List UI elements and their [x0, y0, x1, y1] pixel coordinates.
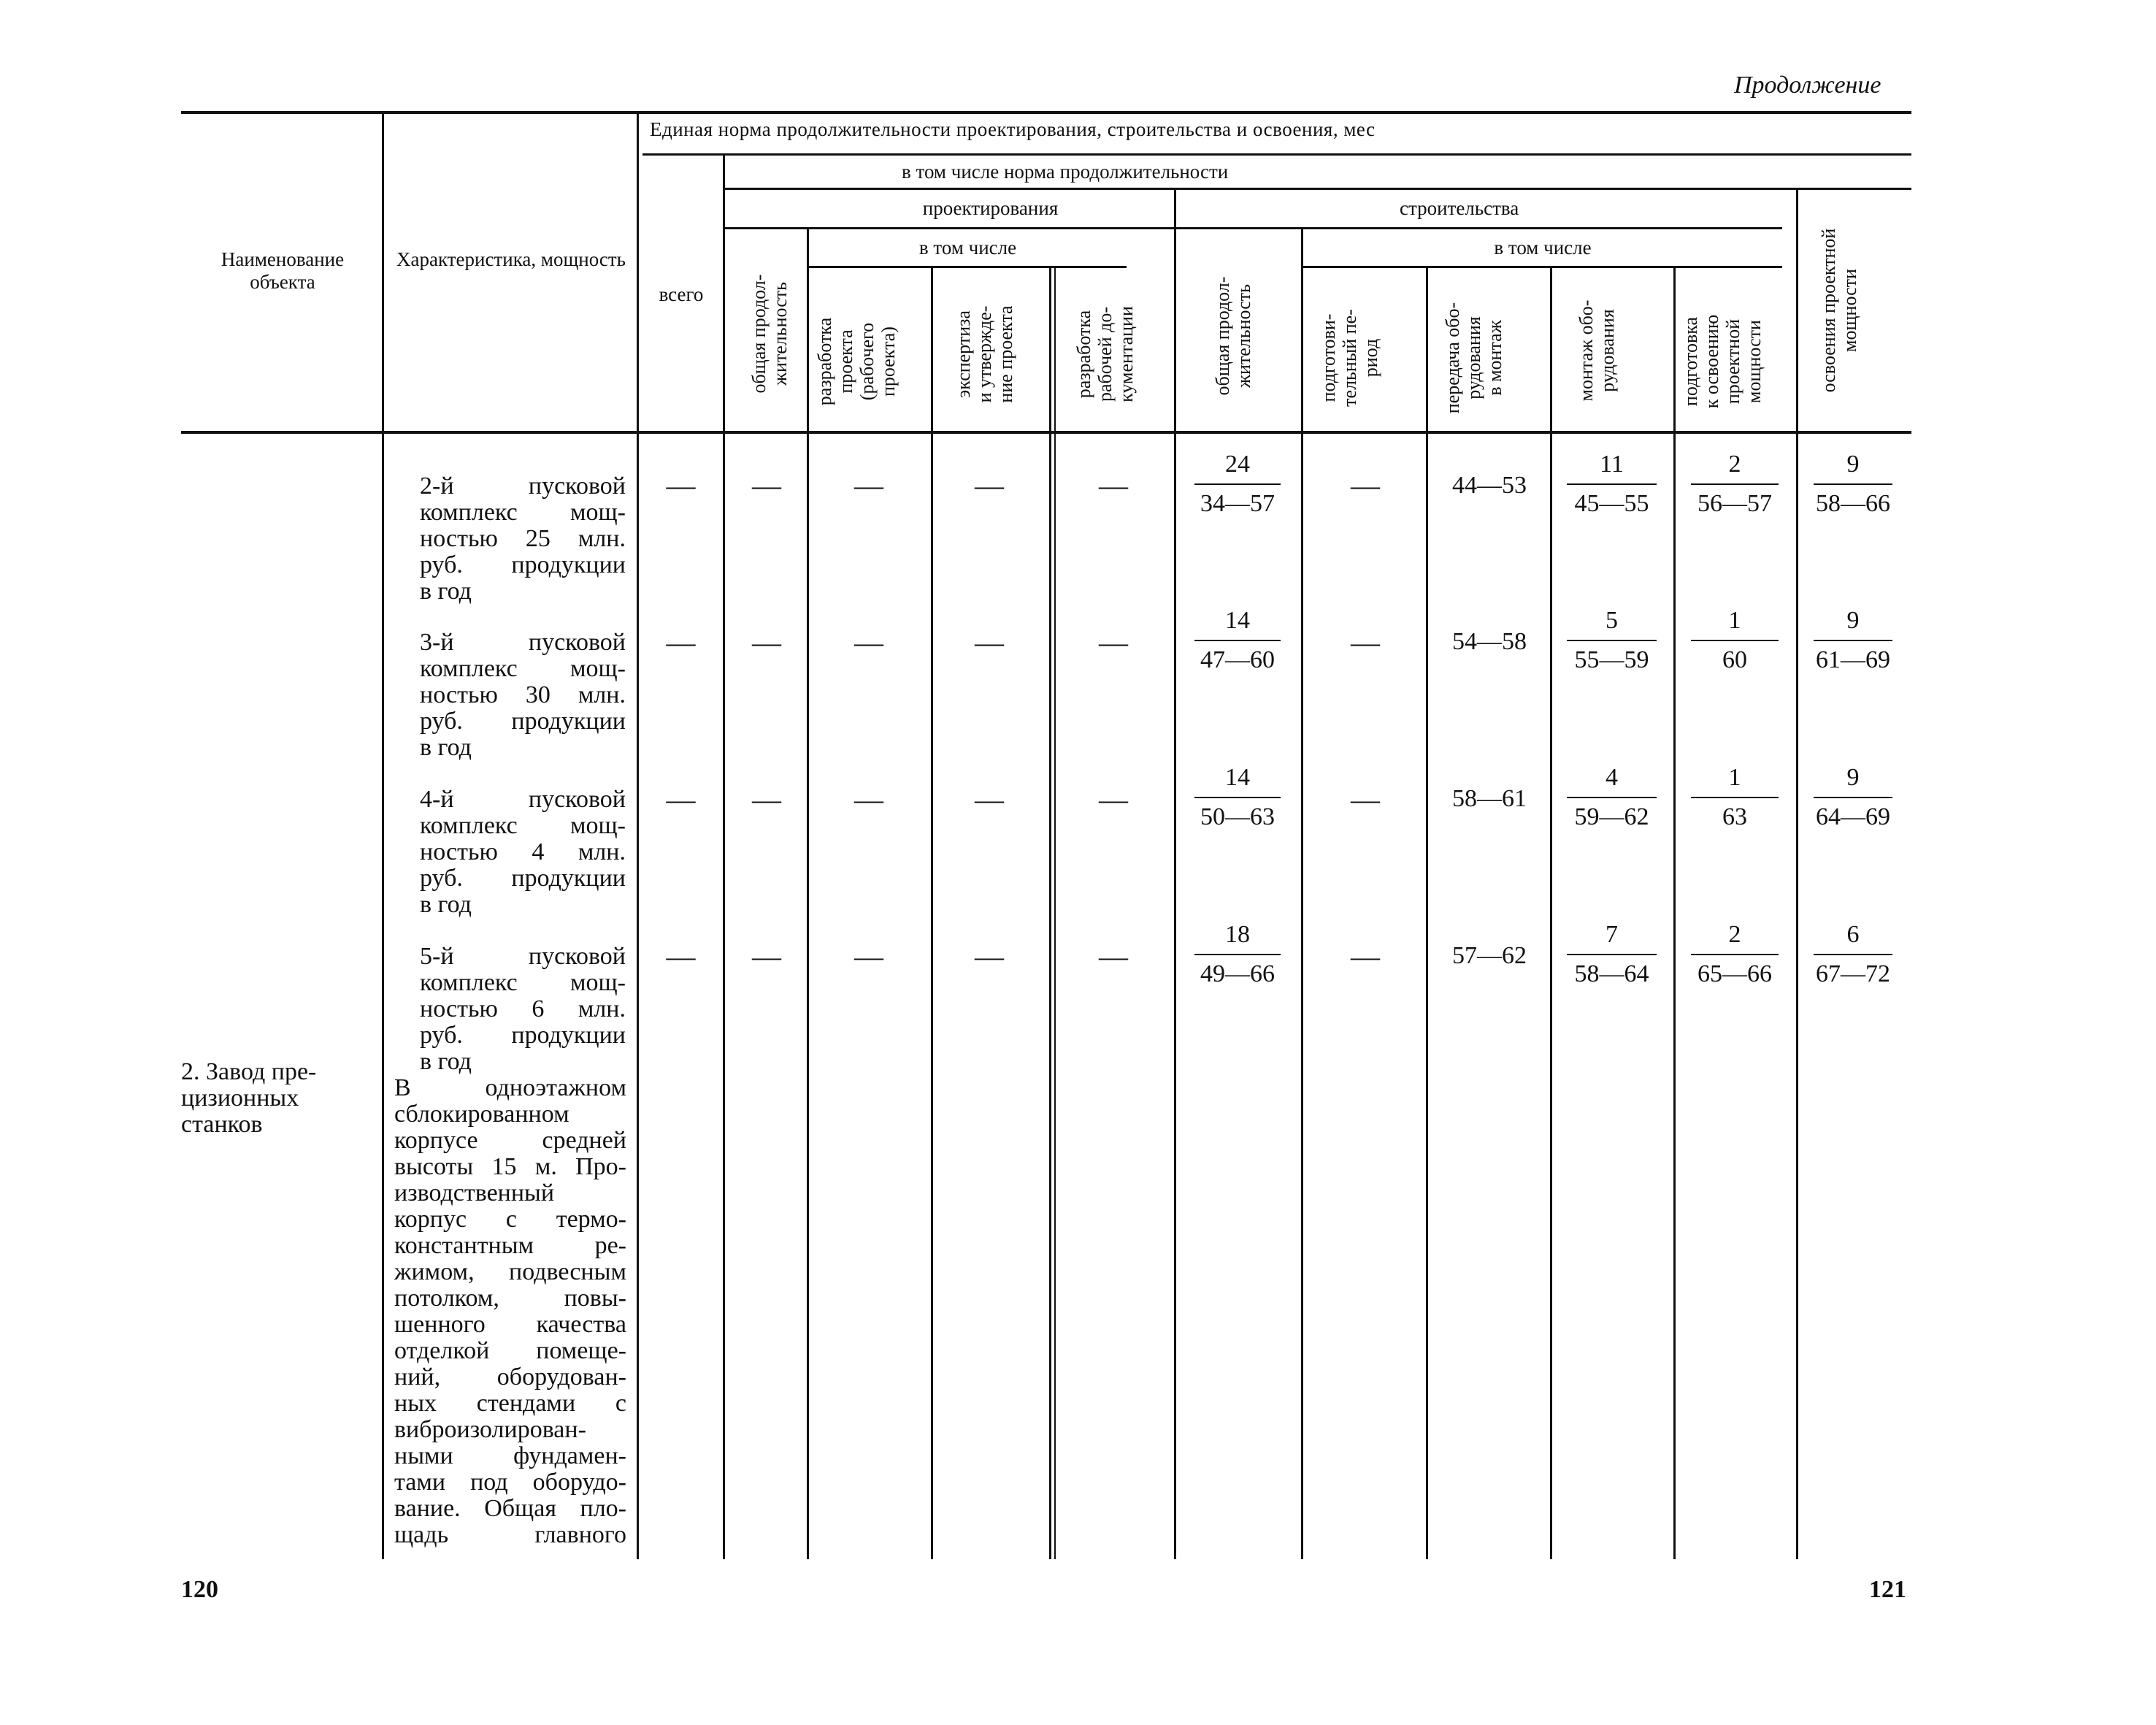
- fraction-numerator: 24: [1225, 451, 1250, 478]
- fraction-numerator: 6: [1846, 921, 1860, 948]
- construction-including-rule: [1303, 266, 1782, 268]
- fraction-numerator: 1: [1728, 764, 1741, 791]
- header-design-total: общая продол- жительность: [748, 274, 791, 394]
- col-sep-design-total: [807, 229, 809, 1559]
- unified-norm-rule: [642, 153, 1911, 156]
- col-sep-design-construction: [1174, 190, 1176, 1559]
- row-characteristic: [420, 787, 626, 918]
- constr-total-cell: [1190, 763, 1285, 832]
- fraction-numerator: 11: [1600, 451, 1624, 478]
- fraction-numerator: 9: [1846, 764, 1860, 791]
- col-sep-constr-total: [1301, 229, 1303, 1559]
- fraction-denominator: 58—66: [1816, 490, 1890, 517]
- desc-line: В одноэтажном: [394, 1074, 626, 1101]
- page-number-left: 120: [181, 1576, 218, 1603]
- fraction-denominator: 49—66: [1200, 960, 1275, 987]
- design-expertise-cell: —: [975, 626, 1004, 659]
- desc-line: потолком, повы-: [394, 1285, 626, 1312]
- header-constr-total: общая продол- жительность: [1212, 276, 1254, 396]
- header-constr-handover: передача обо- рудования в монтаж: [1442, 302, 1505, 414]
- fraction-numerator: 14: [1225, 764, 1250, 791]
- constr-prep-mastering-cell: [1687, 763, 1783, 832]
- constr-install-cell: [1562, 606, 1661, 675]
- fraction-denominator: 55—59: [1574, 646, 1649, 673]
- char-line: комплекс мощ-: [420, 969, 626, 996]
- constr-install-cell: [1562, 763, 1661, 832]
- header-design: проектирования: [922, 197, 1059, 219]
- desc-line: тами под оборудо-: [394, 1469, 626, 1496]
- fraction-denominator: 59—62: [1574, 803, 1649, 830]
- fraction-denominator: 58—64: [1574, 960, 1649, 987]
- desc-line: отделкой помеще-: [394, 1337, 626, 1364]
- design-expertise-cell: —: [975, 940, 1004, 973]
- char-line: руб. продукции: [420, 551, 626, 578]
- char-line: ностью 6 млн.: [420, 995, 626, 1022]
- fraction-numerator: 5: [1606, 607, 1618, 634]
- fraction-denominator: 50—63: [1200, 803, 1275, 830]
- char-line: 2-й пусковой: [420, 473, 626, 500]
- fraction-numerator: 18: [1225, 921, 1250, 948]
- header-total: всего: [659, 283, 704, 305]
- fraction-denominator: 61—69: [1816, 646, 1890, 673]
- fraction-denominator: 60: [1722, 646, 1747, 673]
- header-construction: строительства: [1400, 197, 1519, 219]
- desc-line: высоты 15 м. Про-: [394, 1153, 626, 1180]
- header-construction-including: в том числе: [1494, 237, 1592, 259]
- constr-total-cell: [1190, 920, 1285, 989]
- desc-line: корпус с термо-: [394, 1206, 626, 1233]
- design-project-cell: —: [854, 626, 883, 659]
- fraction-denominator: 64—69: [1816, 803, 1890, 830]
- col-sep-constr-prep: [1426, 268, 1428, 1559]
- desc-line: вание. Общая пло-: [394, 1495, 626, 1522]
- design-work-cell: —: [1099, 469, 1128, 502]
- fraction-denominator: 45—55: [1574, 490, 1649, 517]
- object-description: [394, 1075, 626, 1548]
- design-expertise-cell: —: [975, 469, 1004, 502]
- fraction-numerator: 1: [1728, 607, 1741, 634]
- char-line: 3-й пусковой: [420, 629, 626, 656]
- desc-line: изводственный: [394, 1179, 555, 1206]
- total-cell: —: [666, 469, 696, 502]
- char-line: 5-й пусковой: [420, 943, 626, 970]
- constr-prep-mastering-cell: [1687, 450, 1783, 519]
- mastering-cell: [1809, 920, 1897, 989]
- header-constr-prep-mastering: подготовка к освоению проектной мощности: [1680, 314, 1765, 409]
- col-sep-construction-mastering: [1796, 190, 1798, 1559]
- desc-line: корпусе средней: [394, 1127, 626, 1154]
- fraction-denominator: 47—60: [1200, 646, 1275, 673]
- fraction-numerator: 9: [1846, 607, 1860, 634]
- desc-line: ных стендами с: [394, 1390, 626, 1417]
- char-line: комплекс мощ-: [420, 655, 626, 682]
- row-characteristic: [420, 630, 626, 761]
- fraction-denominator: 65—66: [1697, 960, 1772, 987]
- constr-handover-cell: 54—58: [1452, 628, 1527, 655]
- fraction-numerator: 9: [1846, 451, 1860, 478]
- design-total-cell: —: [752, 783, 781, 816]
- col-sep-design-expertise-double: [1054, 268, 1056, 1559]
- char-line: в год: [420, 1048, 472, 1075]
- fraction-denominator: 56—57: [1697, 490, 1772, 517]
- header-mastering: освоения проектной мощности: [1818, 228, 1860, 393]
- design-work-cell: —: [1099, 783, 1128, 816]
- total-cell: —: [666, 783, 696, 816]
- design-work-cell: —: [1099, 626, 1128, 659]
- desc-line: жимом, подвесным: [394, 1258, 626, 1285]
- header-design-project: разработка проекта (рабочего проекта): [814, 317, 899, 406]
- design-project-cell: —: [854, 783, 883, 816]
- char-line: в год: [420, 734, 472, 761]
- constr-handover-cell: 57—62: [1452, 942, 1527, 969]
- total-cell: —: [666, 940, 696, 973]
- mastering-cell: [1809, 763, 1897, 832]
- char-line: ностью 25 млн.: [420, 525, 626, 552]
- header-bottom-rule: [181, 431, 1911, 434]
- header-design-expertise: экспертиза и утвержде- ние проекта: [953, 305, 1016, 403]
- design-including-rule: [809, 266, 1127, 268]
- header-including-norm: в том числе норма продолжительности: [902, 161, 1229, 183]
- constr-install-cell: [1562, 450, 1661, 519]
- header-object-name: Наименование объекта: [220, 248, 345, 293]
- total-cell: —: [666, 626, 696, 659]
- char-line: комплекс мощ-: [420, 499, 626, 526]
- design-project-cell: —: [854, 469, 883, 502]
- header-unified-norm: Единая норма продолжительности проектирования, строительства и освоения, мес: [650, 118, 1376, 140]
- char-line: в год: [420, 891, 472, 918]
- design-total-cell: —: [752, 626, 781, 659]
- desc-line: константным ре-: [394, 1232, 626, 1259]
- fraction-numerator: 7: [1606, 921, 1618, 948]
- fraction-numerator: 4: [1606, 764, 1618, 791]
- col-sep-total: [723, 155, 725, 1559]
- header-characteristic: Характеристика, мощность: [396, 248, 626, 270]
- col-sep-name: [382, 113, 384, 1559]
- char-line: в год: [420, 578, 472, 605]
- row-characteristic: [420, 944, 626, 1075]
- design-total-cell: —: [752, 940, 781, 973]
- col-sep-design-expertise: [1049, 268, 1051, 1559]
- col-sep-char: [637, 113, 639, 1559]
- constr-prep-cell: —: [1351, 783, 1380, 816]
- col-sep-constr-handover: [1550, 268, 1552, 1559]
- constr-install-cell: [1562, 920, 1661, 989]
- constr-total-cell: [1190, 606, 1285, 675]
- constr-prep-cell: —: [1351, 940, 1380, 973]
- page-number-right: 121: [1869, 1576, 1906, 1603]
- header-constr-prep: подготови- тельный пе- риод: [1318, 309, 1381, 407]
- fraction-numerator: 2: [1728, 921, 1741, 948]
- continuation-label: Продолжение: [1734, 72, 1881, 99]
- char-line: ностью 4 млн.: [420, 838, 626, 865]
- constr-prep-cell: —: [1351, 626, 1380, 659]
- char-line: руб. продукции: [420, 865, 626, 892]
- fraction-numerator: 14: [1225, 607, 1250, 634]
- fraction-denominator: 67—72: [1816, 960, 1890, 987]
- char-line: руб. продукции: [420, 708, 626, 735]
- constr-handover-cell: 44—53: [1452, 472, 1527, 499]
- constr-prep-mastering-cell: [1687, 606, 1783, 675]
- row-characteristic: [420, 473, 626, 605]
- constr-total-cell: [1190, 450, 1285, 519]
- char-line: комплекс мощ-: [420, 812, 626, 839]
- char-line: 4-й пусковой: [420, 786, 626, 813]
- desc-line: щадь главного: [394, 1521, 626, 1548]
- header-constr-install: монтаж обо- рудования: [1576, 299, 1618, 402]
- char-line: руб. продукции: [420, 1022, 626, 1049]
- header-design-working-docs: разработка рабочей до- кументации: [1073, 306, 1137, 402]
- including-norm-rule: [725, 188, 1911, 190]
- mastering-cell: [1809, 450, 1897, 519]
- char-line: ностью 30 млн.: [420, 681, 626, 708]
- constr-handover-cell: 58—61: [1452, 785, 1527, 812]
- design-project-cell: —: [854, 940, 883, 973]
- desc-line: виброизолирован-: [394, 1416, 586, 1443]
- fraction-denominator: 34—57: [1200, 490, 1275, 517]
- col-sep-constr-install: [1673, 268, 1676, 1559]
- design-construction-rule: [725, 227, 1782, 229]
- header-design-including: в том числе: [918, 237, 1017, 259]
- design-total-cell: —: [752, 469, 781, 502]
- col-sep-design-project: [931, 268, 933, 1559]
- constr-prep-mastering-cell: [1687, 920, 1783, 989]
- fraction-denominator: 63: [1722, 803, 1747, 830]
- constr-prep-cell: —: [1351, 469, 1380, 502]
- design-work-cell: —: [1099, 940, 1128, 973]
- fraction-numerator: 2: [1728, 451, 1741, 478]
- mastering-cell: [1809, 606, 1897, 675]
- desc-line: ний, оборудован-: [394, 1363, 626, 1391]
- desc-line: сблокированном: [394, 1101, 569, 1128]
- design-expertise-cell: —: [975, 783, 1004, 816]
- desc-line: шенного качества: [394, 1311, 626, 1338]
- table-top-rule: [181, 111, 1911, 114]
- object-name: 2. Завод пре- цизионных станков: [181, 1058, 317, 1138]
- desc-line: ными фундамен-: [394, 1442, 626, 1469]
